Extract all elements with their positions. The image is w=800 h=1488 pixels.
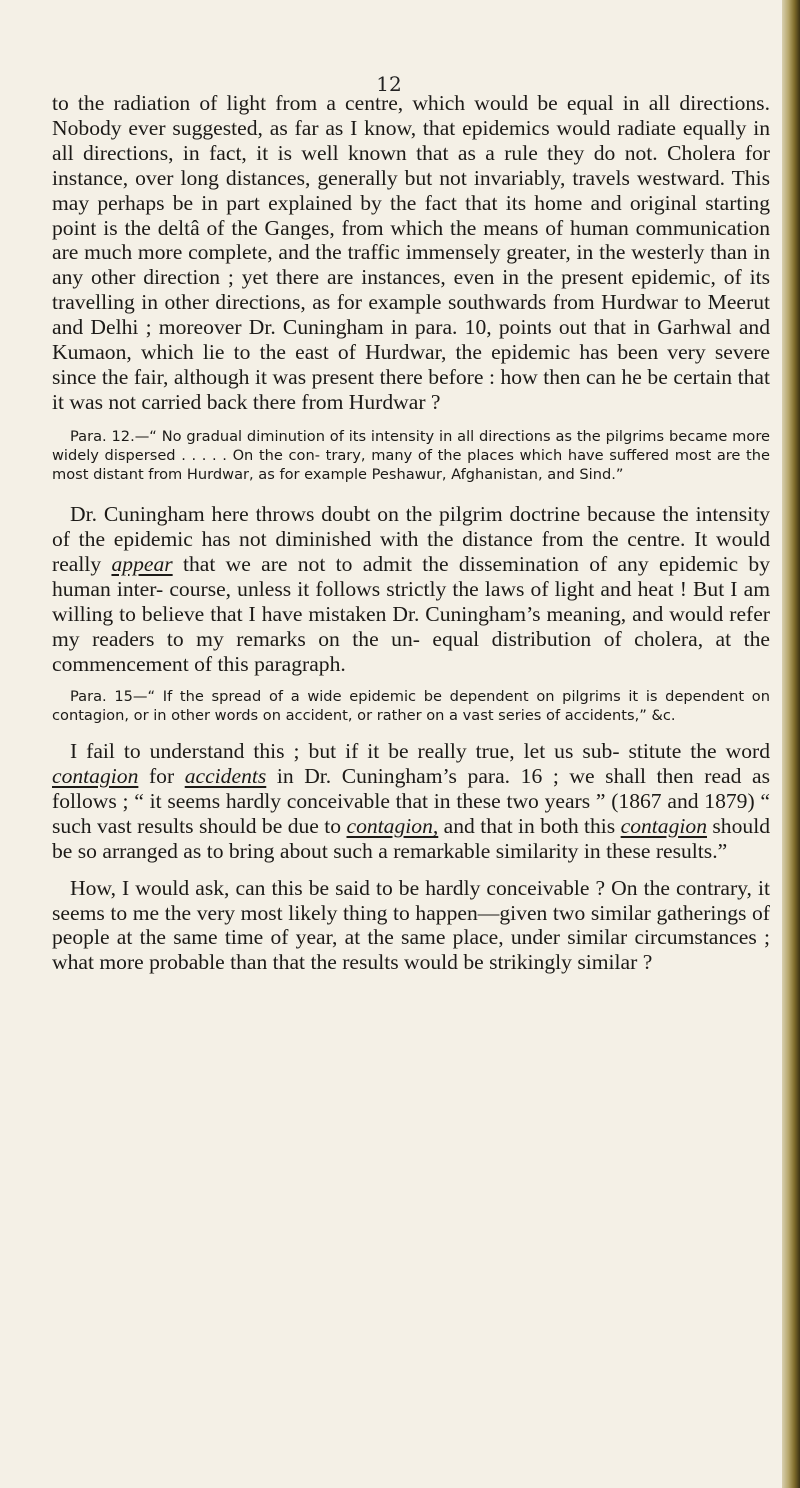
text-column [52,91,770,975]
quote-para-12: Para. 12.—“ No gradual diminution of its intensity in all directions as the pilgrims became more widely dispersed . . . . . On the con- trary, many of the places which have suffered most are the most distant from Hurdwar, as for example Peshawur, Afghanistan, and Sind.” [52,427,770,484]
emphasis-appear: appear [111,552,173,577]
text-run: I fail to understand this ; but if it be really true, let us sub- stitute the word [70,739,770,764]
emphasis-contagion: contagion, [346,813,439,838]
paragraph-contagion [52,739,770,864]
emphasis-accidents: accidents [184,764,267,789]
text-run: and that in both this [438,813,621,838]
text-run: Dr. Cuningham here throws doubt on the pilgrim doctrine because the intensity of the epidemic has not diminished with the distance from the centre. It would really [52,502,770,577]
text-run: in Dr. Cuningham’s para. 16 ; we shall then read as follows ; “ it seems hardly conceivable that in these two years ” (1867 and 1879) “ such vast results should be due to [52,764,770,838]
emphasis-contagion: contagion [620,813,707,838]
paragraph-cuningham-doubt [52,502,770,676]
paragraph-conclusion: How, I would ask, can this be said to be hardly conceivable ? On the contrary, it seems to me the very most likely thing to happen—given two similar gatherings of people at the same time of year, at the same place, under similar circumstances ; what more probable than that the results would be strikingly similar ? [52,875,770,975]
quote-para-15: Para. 15—“ If the spread of a wide epidemic be dependent on pilgrims it is dependent on contagion, or in other words on accident, or rather on a vast series of accidents,” &c. [52,687,770,724]
page-number: 12 [376,72,402,96]
paragraph-radiation: to the radiation of light from a centre, which would be equal in all directions. Nobody ever suggested, as far as I know, that epidemics would radiate equally in all directions, in fact, it is well known that as a rule they do not. Cholera for instance, over long distances, generally but not invariably, travels westward. This may perhaps be in part explained by the fact that its home and original starting point is the deltâ of the Ganges, from which the means of human communication are much more complete, and the traffic immensely greater, in the westerly than in any other direction ; yet there are instances, even in the present epidemic, of its travelling in other directions, as for example southwards from Hurdwar to Meerut and Delhi ; moreover Dr. Cuningham in para. 10, points out that in Garhwal and Kumaon, which lie to the east of Hurdwar, the epidemic has been very severe since the fair, although it was present there before : how then can he be certain that it was not carried back there from Hurdwar ? [52,91,770,414]
text-run: should be so arranged as to bring about such a remarkable similarity in these results.” [52,813,770,863]
emphasis-contagion: contagion [52,764,139,789]
page-edge-binding [782,0,800,1488]
text-run: for [138,764,185,789]
text-run: that we are not to admit the dissemination of any epidemic by human inter- course, unless it follows strictly the laws of light and heat ! But I am willing to believe that I have mistaken Dr. Cuningham’s meaning, and would refer my readers to my remarks on the un- equal distribution of cholera, at the commencement of this paragraph. [52,552,770,676]
